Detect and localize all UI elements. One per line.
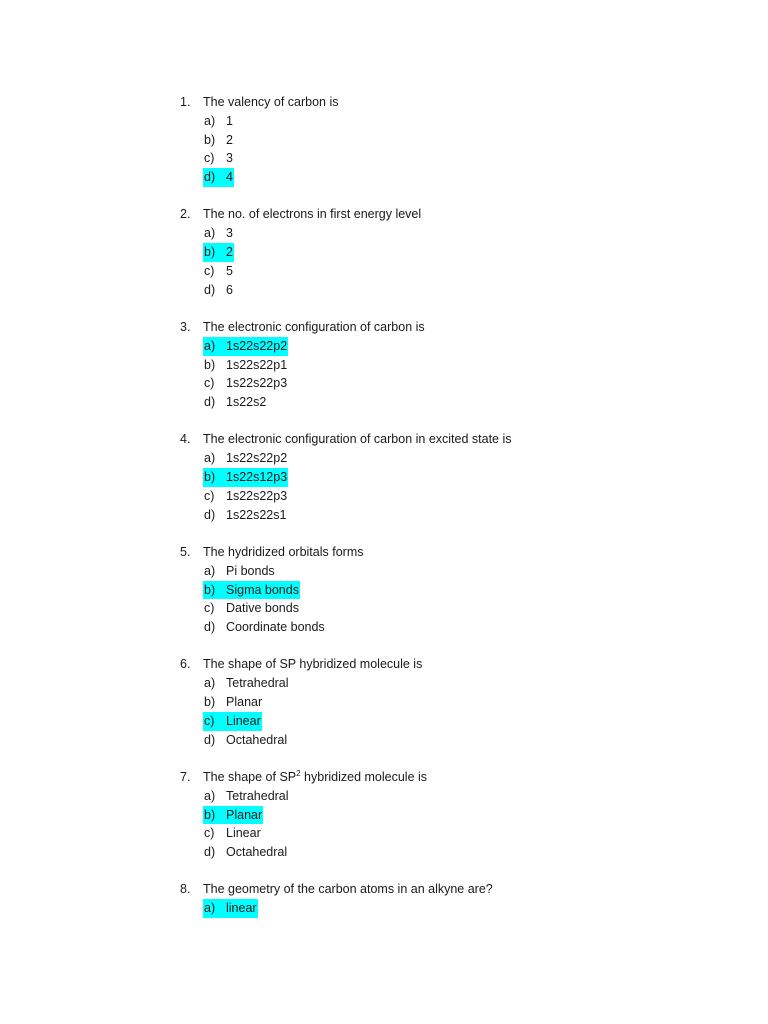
option-row <box>203 693 740 712</box>
option-row <box>203 581 740 600</box>
option-text: Tetrahedral <box>226 676 289 691</box>
option-letter: a) <box>204 901 216 916</box>
option-text: Planar <box>226 695 263 710</box>
question-number: 6. <box>180 657 191 672</box>
option-row <box>203 149 740 168</box>
option-letter: c) <box>204 263 215 278</box>
option-letter: b) <box>204 807 216 822</box>
question-text: The hydridized orbitals forms <box>203 544 364 559</box>
option-row <box>203 843 740 862</box>
answer-option <box>203 449 288 468</box>
question-row <box>180 880 740 899</box>
option-text: 1s22s22p2 <box>226 451 288 466</box>
option-letter: c) <box>204 713 215 728</box>
question-text: The geometry of the carbon atoms in an alkyne are? <box>203 882 493 897</box>
question-number: 2. <box>180 207 191 222</box>
option-row <box>203 487 740 506</box>
option-row <box>203 506 740 525</box>
answer-option <box>203 731 288 750</box>
option-row <box>203 562 740 581</box>
option-row <box>203 599 740 618</box>
option-text: Pi bonds <box>226 563 275 578</box>
question-text <box>203 768 427 787</box>
option-letter: d) <box>204 845 216 860</box>
option-letter: b) <box>204 470 216 485</box>
question-number: 5. <box>180 544 191 559</box>
question-row <box>180 430 740 449</box>
option-text: Dative bonds <box>226 601 299 616</box>
option-letter: d) <box>204 282 216 297</box>
option-text: 2 <box>226 132 233 147</box>
option-text: 6 <box>226 282 233 297</box>
option-letter: a) <box>204 676 216 691</box>
option-row <box>203 168 740 187</box>
question-6 <box>180 655 740 749</box>
question-number: 7. <box>180 769 191 784</box>
question-row <box>180 318 740 337</box>
option-letter: a) <box>204 226 216 241</box>
option-row <box>203 337 740 356</box>
question-text: The shape of SP hybridized molecule is <box>203 657 423 672</box>
option-letter: b) <box>204 357 216 372</box>
answer-option <box>203 618 326 637</box>
option-letter: b) <box>204 582 216 597</box>
option-letter: c) <box>204 376 215 391</box>
option-letter: c) <box>204 601 215 616</box>
option-text: 3 <box>226 226 233 241</box>
answer-option <box>203 693 263 712</box>
option-row <box>203 674 740 693</box>
option-row <box>203 131 740 150</box>
option-text: 1s22s22p3 <box>226 376 288 391</box>
option-text: Sigma bonds <box>226 582 299 597</box>
option-letter: c) <box>204 826 215 841</box>
option-text: Tetrahedral <box>226 788 289 803</box>
option-letter: c) <box>204 488 215 503</box>
option-row <box>203 618 740 637</box>
answer-option <box>203 562 276 581</box>
highlighted-answer <box>203 468 288 487</box>
option-letter: d) <box>204 170 216 185</box>
answer-option <box>203 112 234 131</box>
highlighted-answer <box>203 243 234 262</box>
option-text: Planar <box>226 807 263 822</box>
highlighted-answer <box>203 899 258 918</box>
option-letter: b) <box>204 132 216 147</box>
question-row <box>180 543 740 562</box>
option-row <box>203 262 740 281</box>
option-text: 3 <box>226 151 233 166</box>
answer-option <box>203 787 290 806</box>
option-row <box>203 468 740 487</box>
highlighted-answer <box>203 168 234 187</box>
option-letter: b) <box>204 245 216 260</box>
highlighted-answer <box>203 337 288 356</box>
option-text: 4 <box>226 170 233 185</box>
option-row <box>203 824 740 843</box>
question-text: The no. of electrons in first energy level <box>203 207 422 222</box>
option-row <box>203 224 740 243</box>
option-letter: a) <box>204 788 216 803</box>
option-letter: a) <box>204 563 216 578</box>
option-text: Coordinate bonds <box>226 620 325 635</box>
option-text: 2 <box>226 245 233 260</box>
option-text: 1s22s12p3 <box>226 470 288 485</box>
option-letter: c) <box>204 151 215 166</box>
option-text: 1s22s22p2 <box>226 338 288 353</box>
option-row <box>203 393 740 412</box>
option-row <box>203 899 740 918</box>
question-number: 3. <box>180 319 191 334</box>
answer-option <box>203 356 288 375</box>
option-text: 1s22s2 <box>226 395 267 410</box>
superscript: 2 <box>296 768 301 778</box>
answer-option <box>203 149 234 168</box>
answer-option <box>203 374 288 393</box>
question-row <box>180 93 740 112</box>
option-text: 5 <box>226 263 233 278</box>
question-number: 1. <box>180 95 191 109</box>
question-text: The valency of carbon is <box>203 95 339 109</box>
question-text: The electronic configuration of carbon is <box>203 319 425 334</box>
option-row <box>203 112 740 131</box>
option-text: 1s22s22s1 <box>226 507 287 522</box>
answer-option <box>203 131 234 150</box>
answer-option <box>203 506 287 525</box>
option-letter: d) <box>204 507 216 522</box>
highlighted-answer <box>203 581 300 600</box>
option-row <box>203 787 740 806</box>
question-list <box>180 93 740 936</box>
option-text: linear <box>226 901 257 916</box>
question-number: 8. <box>180 882 191 897</box>
option-row <box>203 374 740 393</box>
question-7 <box>180 768 740 862</box>
answer-option <box>203 843 288 862</box>
question-number: 4. <box>180 432 191 447</box>
question-row <box>180 205 740 224</box>
question-row <box>180 768 740 787</box>
option-row <box>203 806 740 825</box>
answer-option <box>203 281 234 300</box>
option-row <box>203 281 740 300</box>
option-text: 1s22s22p1 <box>226 357 288 372</box>
question-text: The electronic configuration of carbon in excited state is <box>203 432 512 447</box>
question-1 <box>180 93 740 187</box>
question-text-part: The shape of SP <box>203 769 297 784</box>
option-text: Linear <box>226 713 261 728</box>
option-text: 1 <box>226 113 233 128</box>
question-4 <box>180 430 740 524</box>
answer-option <box>203 393 267 412</box>
option-letter: a) <box>204 451 216 466</box>
option-row <box>203 712 740 731</box>
option-row <box>203 449 740 468</box>
option-letter: b) <box>204 695 216 710</box>
question-5 <box>180 543 740 637</box>
answer-option <box>203 599 300 618</box>
option-text: Octahedral <box>226 845 288 860</box>
answer-option <box>203 487 288 506</box>
answer-option <box>203 824 262 843</box>
option-letter: d) <box>204 620 216 635</box>
option-row <box>203 356 740 375</box>
highlighted-answer <box>203 806 263 825</box>
option-text: 1s22s22p3 <box>226 488 288 503</box>
answer-option <box>203 262 234 281</box>
answer-option <box>203 224 234 243</box>
option-letter: d) <box>204 395 216 410</box>
answer-option <box>203 674 290 693</box>
option-letter: a) <box>204 113 216 128</box>
question-3 <box>180 318 740 412</box>
question-2 <box>180 205 740 299</box>
option-text: Linear <box>226 826 261 841</box>
option-text: Octahedral <box>226 732 288 747</box>
highlighted-answer <box>203 712 262 731</box>
option-letter: a) <box>204 338 216 353</box>
question-text-part: hybridized molecule is <box>300 769 428 784</box>
option-letter: d) <box>204 732 216 747</box>
question-row <box>180 655 740 674</box>
option-row <box>203 243 740 262</box>
option-row <box>203 731 740 750</box>
question-8 <box>180 880 740 918</box>
